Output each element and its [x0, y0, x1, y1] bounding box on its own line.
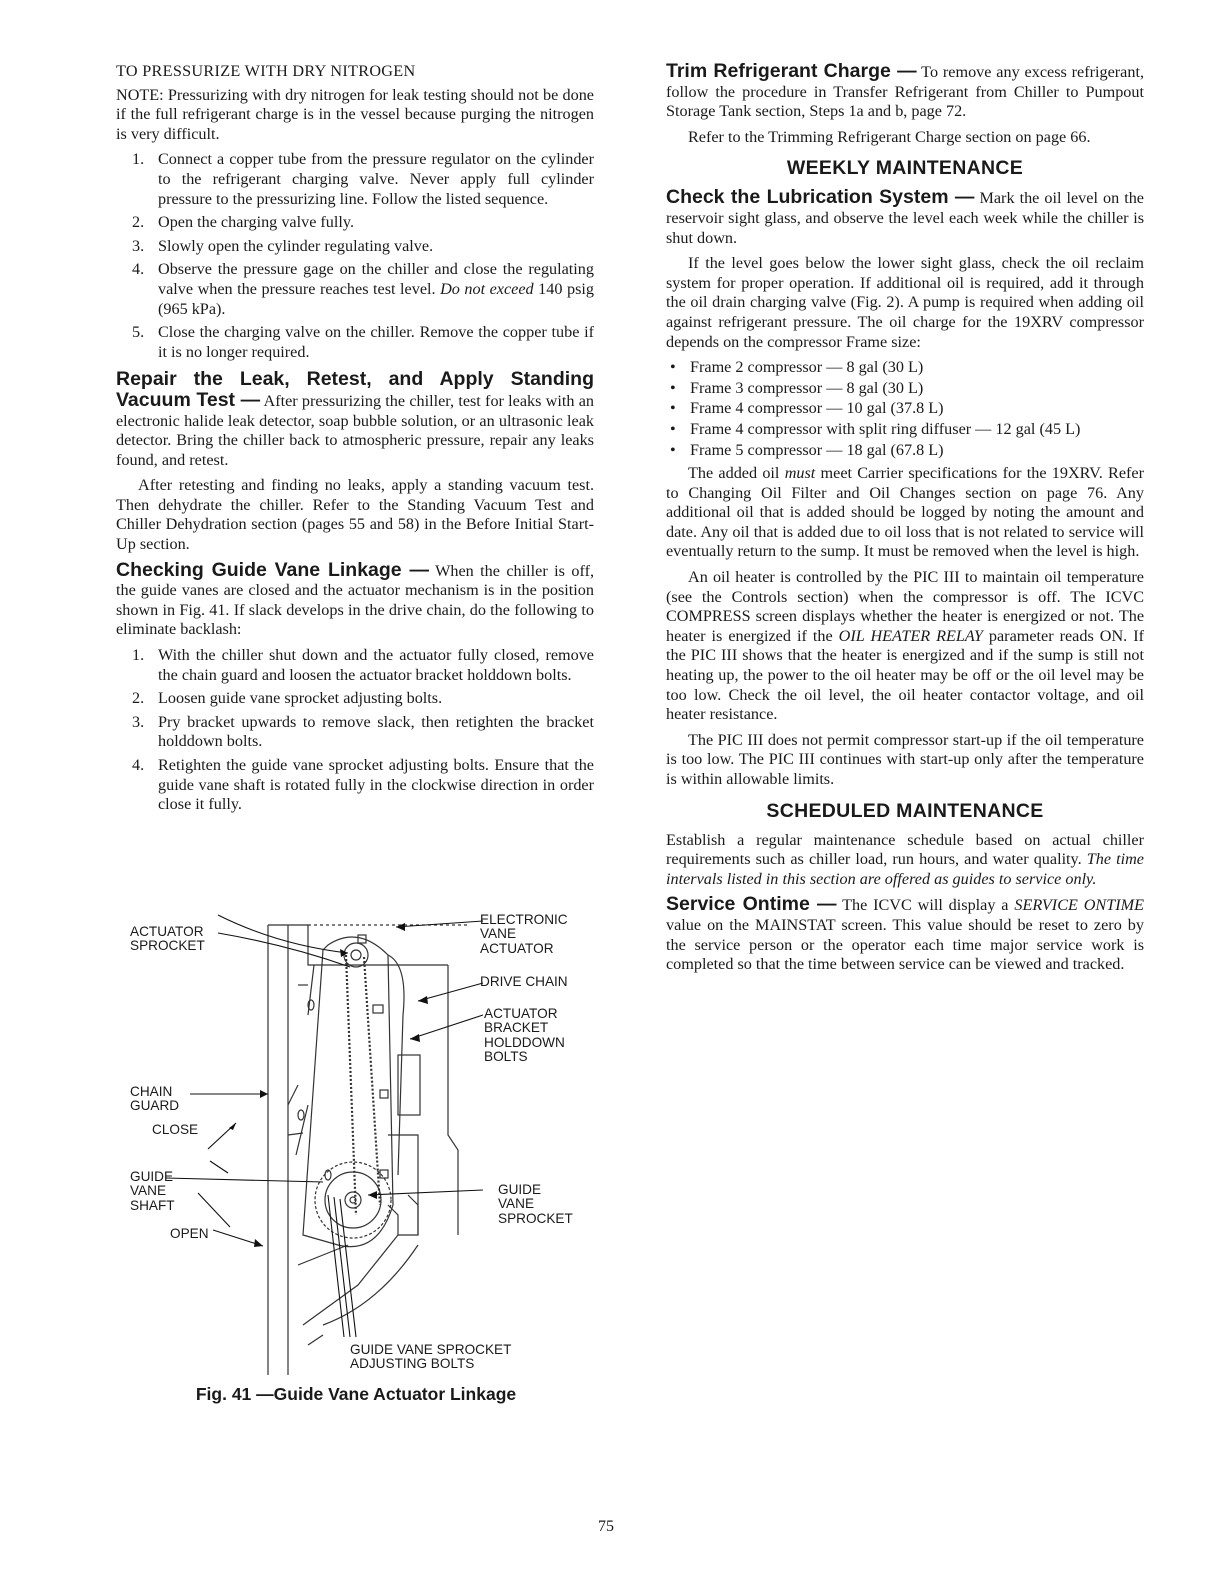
list-item: 4. Observe the pressure gage on the chiller and close the regulating valve when the pressure reaches test level. Do not exceed 140 psig (965 kPa). [132, 260, 594, 318]
label-actuator-bracket-holddown-bolts: ACTUATOR BRACKET HOLDDOWN BOLTS [484, 1006, 565, 1065]
pressurize-note: NOTE: Pressurizing with dry nitrogen for leak testing should not be done if the full refrigerant charge is in the vessel because purging the nitrogen is very difficult. [116, 85, 594, 143]
lubrication-heading: Check the Lubrication System — [666, 186, 975, 209]
label-electronic-vane-actuator: ELECTRONIC VANE ACTUATOR [480, 912, 568, 956]
list-item: • Frame 4 compressor with split ring diffuser — 12 gal (45 L) [666, 420, 1144, 440]
label-chain-guard: CHAIN GUARD [130, 1084, 180, 1114]
label-adjusting-bolts: GUIDE VANE SPROCKET ADJUSTING BOLTS [350, 1342, 512, 1372]
list-item: • Frame 4 compressor — 10 gal (37.8 L) [666, 399, 1144, 419]
list-item: 3. Pry bracket upwards to remove slack, then retighten the bracket holddown bolts. [132, 712, 594, 751]
lubrication-para2: If the level goes below the lower sight glass, check the oil reclaim system for proper operation. If additional oil is required, add it through the oil drain charging valve (Fig. 2). A pump is required when adding oil against refrigerant pressure. The oil charge for the 19XRV compressor depends on the compressor Frame size: [666, 254, 1144, 351]
label-guide-vane-sprocket: GUIDE VANE SPROCKET [498, 1182, 573, 1226]
guide-vane-steps [116, 646, 594, 815]
right-column [666, 62, 1144, 981]
trim-heading: Trim Refrigerant Charge — [666, 60, 917, 82]
service-ontime-heading: Service Ontime — [666, 893, 837, 916]
pressurize-title: TO PRESSURIZE WITH DRY NITROGEN [116, 62, 416, 80]
trim-paragraph: Trim Refrigerant Charge — To remove any excess refrigerant, follow the procedure in Transfer Refrigerant from Chiller to Pumpout Storage Tank section, Steps 1a and b, page 72. [666, 60, 1145, 121]
list-item: 1. With the chiller shut down and the actuator fully closed, remove the chain guard and loosen the actuator bracket holddown bolts. [132, 646, 594, 684]
oil-temp-paragraph: The PIC III does not permit compressor start-up if the oil temperature is too low. The PIC III continues with start-up only after the temperature is within allowable limits. [666, 730, 1144, 788]
label-guide-vane-shaft: GUIDE VANE SHAFT [130, 1169, 175, 1213]
list-item: 3. Slowly open the cylinder regulating valve. [132, 236, 434, 255]
list-item: • Frame 5 compressor — 18 gal (67.8 L) [666, 441, 1144, 461]
label-drive-chain: DRIVE CHAIN [480, 974, 568, 989]
service-ontime-paragraph: Service Ontime — The ICVC will display a SERVICE ONTIME value on the MAINSTAT screen. This value should be reset to zero by the service person or the operator each time major service work is completed so that the time between service can be viewed and tracked. [666, 893, 1144, 974]
page-number: 75 [598, 1518, 614, 1535]
list-item: 2. Loosen guide vane sprocket adjusting bolts. [132, 689, 443, 708]
pressurize-steps [116, 150, 594, 362]
label-close: CLOSE [152, 1122, 199, 1137]
guide-vane-heading: Checking Guide Vane Linkage — [116, 558, 429, 581]
lubrication-paragraph: Check the Lubrication System — Mark the oil level on the reservoir sight glass, and observe the level each week while the chiller is shut down. [666, 186, 1144, 247]
scheduled-maintenance-title: SCHEDULED MAINTENANCE [766, 799, 1044, 822]
trim-para2: Refer to the Trimming Refrigerant Charge section on page 66. [688, 127, 1091, 146]
oil-spec-paragraph: The added oil must meet Carrier specifications for the 19XRV. Refer to Changing Oil Filter and Oil Changes section on page 76. Any additional oil that is added should be logged by noting the amount and date. Any oil that is added due to oil loss that is not related to service will eventually return to the sump. It must be removed when the level is high. [666, 464, 1145, 561]
list-item: • Frame 3 compressor — 8 gal (30 L) [666, 379, 1144, 399]
list-item: 1. Connect a copper tube from the pressure regulator on the cylinder to the refrigerant charging valve. Never apply full cylinder pressure to the pressurizing line. Follow the listed sequence. [132, 150, 594, 208]
label-actuator-sprocket: ACTUATOR SPROCKET [130, 924, 205, 954]
repair-para2: After retesting and finding no leaks, apply a standing vacuum test. Then dehydrate the chiller. Refer to the Standing Vacuum Test and Chiller Dehydration section (pages 55 and 58) in the Before Initial Start-Up section. [116, 476, 594, 554]
oil-heater-paragraph: An oil heater is controlled by the PIC III to maintain oil temperature (see the Controls section) when the compressor is off. The ICVC COMPRESS screen displays whether the heater is energized or not. The heater is energized if the OIL HEATER RELAY parameter reads ON. If the PIC III shows that the heater is energized and if the sump is still not heating up, the power to the oil heater may be off or the oil level may be too low. Check the oil level, the oil heater contactor voltage, and oil heater resistance. [666, 568, 1144, 724]
figure-caption: Fig. 41 —Guide Vane Actuator Linkage [195, 1384, 517, 1404]
list-item: 2. Open the charging valve fully. [132, 213, 354, 232]
figure-guide-vane-actuator [118, 905, 598, 1375]
left-column [116, 62, 594, 823]
repair-heading: Repair the Leak, Retest, and Apply Standing Vacuum Test — [116, 368, 594, 411]
list-item: • Frame 2 compressor — 8 gal (30 L) [666, 358, 1144, 378]
label-open: OPEN [170, 1226, 209, 1241]
list-item: 4. Retighten the guide vane sprocket adjusting bolts. Ensure that the guide vane shaft is rotated fully in the clockwise direction in order close it fully. [132, 756, 594, 814]
guide-vane-paragraph: Checking Guide Vane Linkage — When the chiller is off, the guide vanes are closed and the actuator mechanism is in the position shown in Fig. 41. If slack develops in the drive chain, do the following to eliminate backlash: [116, 558, 595, 639]
list-item: 5. Close the charging valve on the chiller. Remove the copper tube if it is no longer required. [132, 323, 594, 361]
schedule-paragraph: Establish a regular maintenance schedule based on actual chiller requirements such as chiller load, run hours, and water quality. The time intervals listed in this section are offered as guides to service only. [666, 830, 1144, 888]
repair-paragraph: Repair the Leak, Retest, and Apply Standing Vacuum Test — After pressurizing the chiller, test for leaks with an electronic halide leak detector, soap bubble solution, or an ultrasonic leak detector. Bring the chiller back to atmospheric pressure, repair any leaks found, and retest. [116, 368, 594, 469]
weekly-maintenance-title: WEEKLY MAINTENANCE [786, 157, 1024, 180]
frame-size-list [666, 358, 1144, 460]
